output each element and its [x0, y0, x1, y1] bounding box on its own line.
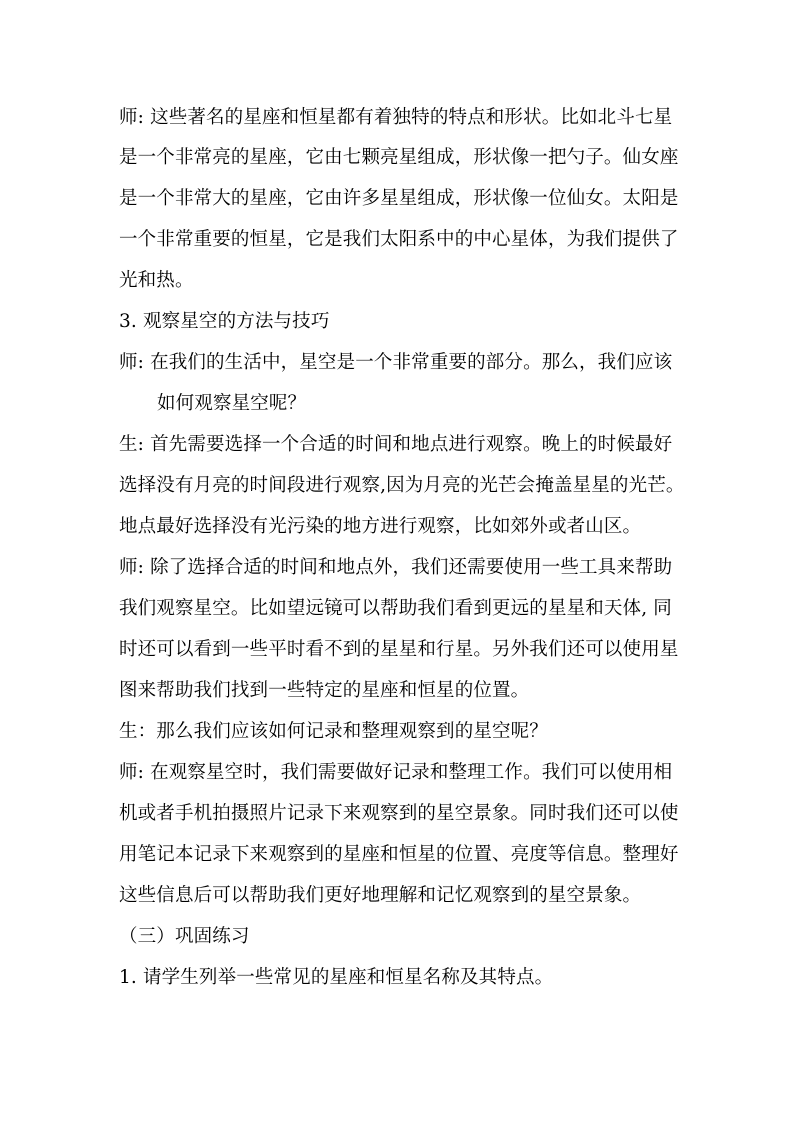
paragraph-line: 生: 首先需要选择一个合适的时间和地点进行观察。晚上的时候最好 [119, 434, 673, 455]
section-heading: 3. 观察星空的方法与技巧 [119, 311, 330, 332]
section-heading: （三）巩固练习 [119, 926, 250, 947]
paragraph-line: 师: 在我们的生活中，星空是一个非常重要的部分。那么，我们应该 [119, 352, 673, 373]
paragraph-line: 一个非常重要的恒星，它是我们太阳系中的中心星体，为我们提供了 [119, 229, 679, 250]
paragraph-line: 地点最好选择没有光污染的地方进行观察，比如郊外或者山区。 [119, 516, 642, 537]
paragraph-line: 时还可以看到一些平时看不到的星星和行星。另外我们还可以使用星 [119, 639, 679, 660]
paragraph-line: 师: 在观察星空时，我们需要做好记录和整理工作。我们可以使用相 [119, 762, 673, 783]
paragraph-line: 如何观察星空呢？ [157, 393, 307, 414]
paragraph-line: 用笔记本记录下来观察到的星座和恒星的位置、亮度等信息。整理好 [119, 844, 679, 865]
paragraph-line: 机或者手机拍摄照片记录下来观察到的星空景象。同时我们还可以使 [119, 803, 679, 824]
paragraph-line: 选择没有月亮的时间段进行观察,因为月亮的光芒会掩盖星星的光芒。 [119, 475, 685, 496]
paragraph-line: 图来帮助我们找到一些特定的星座和恒星的位置。 [119, 680, 530, 701]
paragraph-line: 是一个非常亮的星座，它由七颗亮星组成，形状像一把勺子。仙女座 [119, 147, 679, 168]
paragraph-line: 我们观察星空。比如望远镜可以帮助我们看到更远的星星和天体, 同 [119, 598, 672, 619]
paragraph-line: 这些信息后可以帮助我们更好地理解和记忆观察到的星空景象。 [119, 885, 642, 906]
paragraph-line: 生：那么我们应该如何记录和整理观察到的星空呢？ [119, 721, 548, 742]
paragraph-line: 师: 这些著名的星座和恒星都有着独特的特点和形状。比如北斗七星 [119, 107, 673, 128]
paragraph-line: 师: 除了选择合适的时间和地点外，我们还需要使用一些工具来帮助 [119, 557, 673, 578]
paragraph-line: 是一个非常大的星座，它由许多星星组成，形状像一位仙女。太阳是 [119, 188, 679, 209]
paragraph-line: 光和热。 [119, 270, 194, 291]
list-item: 1. 请学生列举一些常见的星座和恒星名称及其特点。 [119, 967, 554, 988]
